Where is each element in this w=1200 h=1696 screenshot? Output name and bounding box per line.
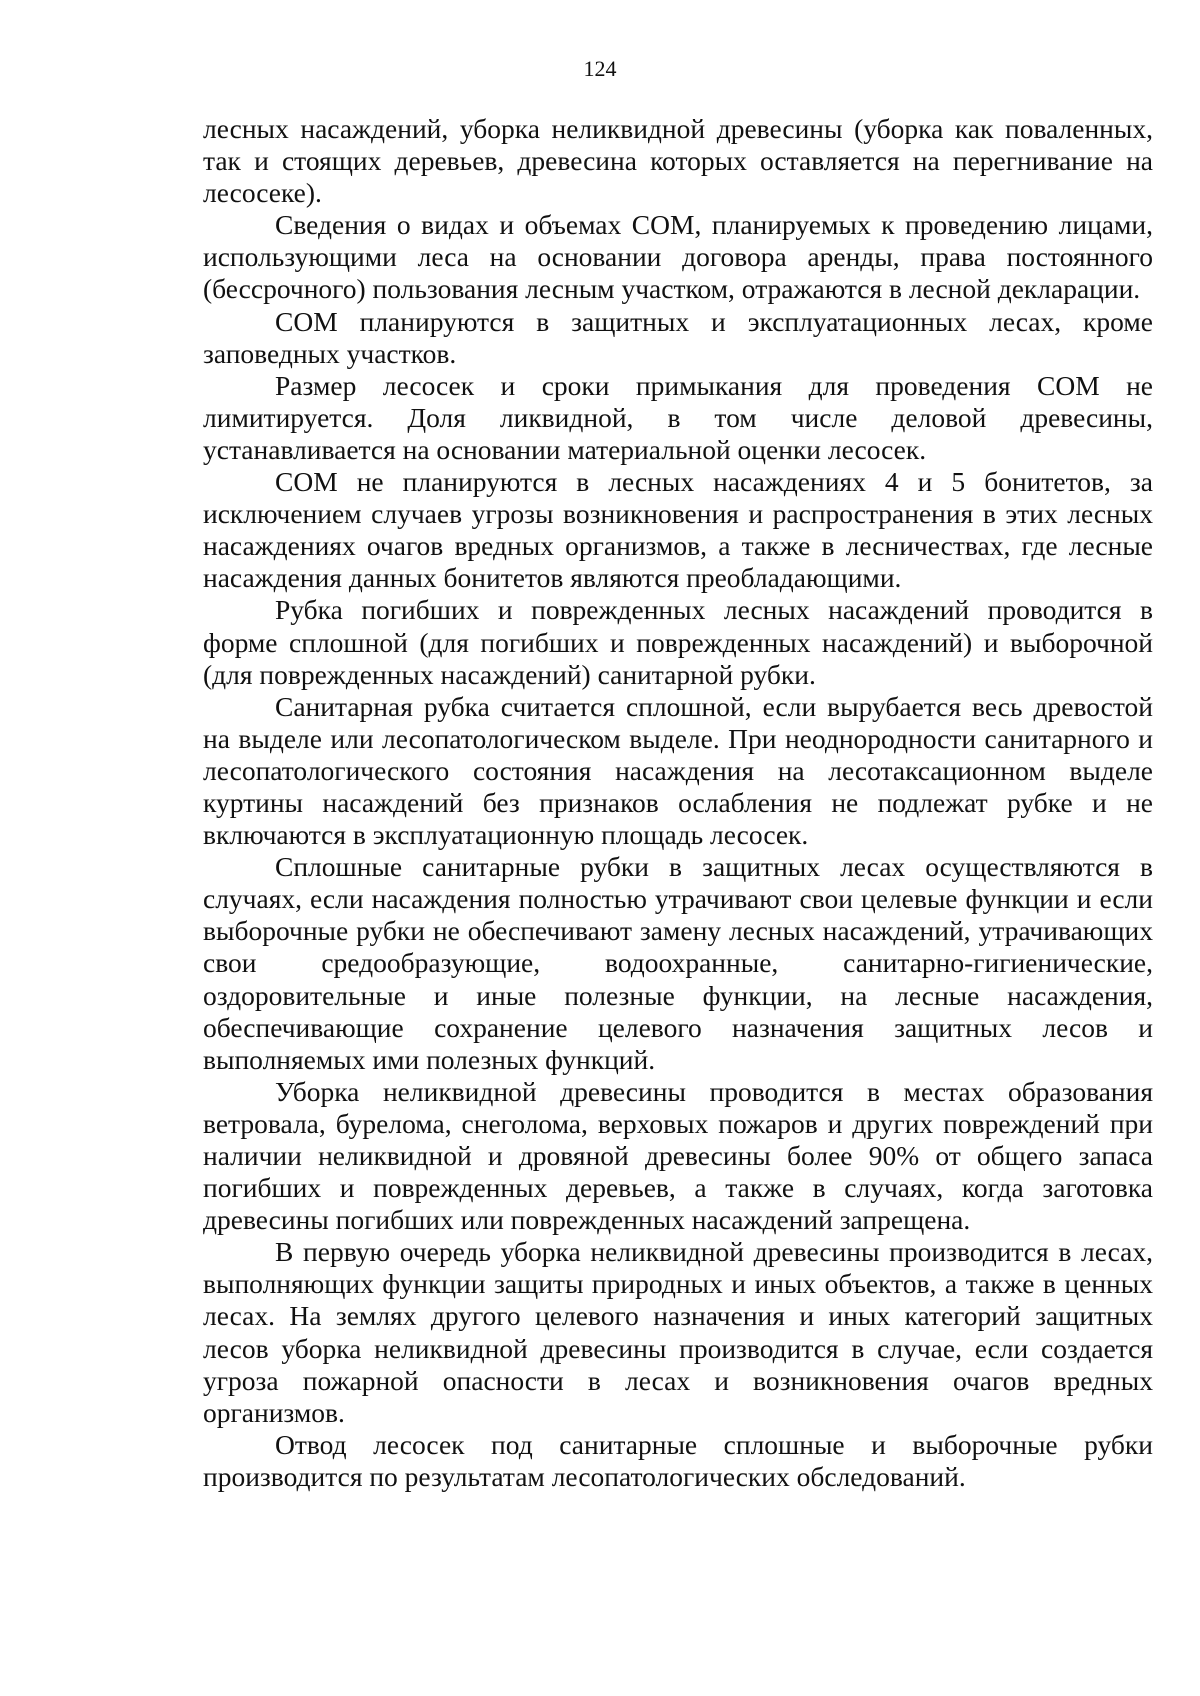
page-number: 124 [583, 56, 617, 81]
paragraph: Сведения о видах и объемах СОМ, планируемых к проведению лицами, использующими леса на основании договора аренды, права постоянного (бессрочного) пользования лесным участком, отражаются в лесной декларации. [203, 209, 1153, 305]
paragraph: Размер лесосек и сроки примыкания для проведения СОМ не лимитируется. Доля ликвидной, в том числе деловой древесины, устанавливается на основании материальной оценки лесосек. [203, 369, 1153, 465]
paragraph: лесных насаждений, уборка неликвидной древесины (уборка как поваленных, так и стоящих деревьев, древесина которых оставляется на перегнивание на лесосеке). [203, 113, 1153, 209]
paragraph: В первую очередь уборка неликвидной древесины производится в лесах, выполняющих функции защиты природных и иных объектов, а также в ценных лесах. На землях другого целевого назначения и иных категорий защитных лесов уборка неликвидной древесины производится в случае, если создается угроза пожарной опасности в лесах и возникновения очагов вредных организмов. [203, 1236, 1153, 1428]
paragraph: Рубка погибших и поврежденных лесных насаждений проводится в форме сплошной (для погибших и поврежденных насаждений) и выборочной (для поврежденных насаждений) санитарной рубки. [203, 594, 1153, 690]
paragraph: Сплошные санитарные рубки в защитных лесах осуществляются в случаях, если насаждения полностью утрачивают свои целевые функции и если выборочные рубки не обеспечивают замену лесных насаждений, утрачивающих свои средообразующие, водоохранные, санитарно-гигиенические, оздоровительные и иные полезные функции, на лесные насаждения, обеспечивающие сохранение целевого назначения защитных лесов и выполняемых ими полезных функций. [203, 851, 1153, 1075]
paragraph: Санитарная рубка считается сплошной, если вырубается весь древостой на выделе или лесопатологическом выделе. При неоднородности санитарного и лесопатологического состояния насаждения на лесотаксационном выделе куртины насаждений без признаков ослабления не подлежат рубке и не включаются в эксплуатационную площадь лесосек. [203, 690, 1153, 851]
paragraph: СОМ планируются в защитных и эксплуатационных лесах, кроме заповедных участков. [203, 305, 1153, 369]
paragraph: СОМ не планируются в лесных насаждениях 4 и 5 бонитетов, за исключением случаев угрозы возникновения и распространения в этих лесных насаждениях очагов вредных организмов, а также в лесничествах, где лесные насаждения данных бонитетов являются преобладающими. [203, 466, 1153, 594]
body-text [203, 113, 1153, 1493]
paragraph: Уборка неликвидной древесины проводится в местах образования ветровала, бурелома, снеголома, верховых пожаров и других повреждений при наличии неликвидной и дровяной древесины более 90% от общего запаса погибших и поврежденных деревьев, а также в случаях, когда заготовка древесины погибших или поврежденных насаждений запрещена. [203, 1075, 1153, 1236]
paragraph: Отвод лесосек под санитарные сплошные и выборочные рубки производится по результатам лесопатологических обследований. [203, 1428, 1153, 1492]
